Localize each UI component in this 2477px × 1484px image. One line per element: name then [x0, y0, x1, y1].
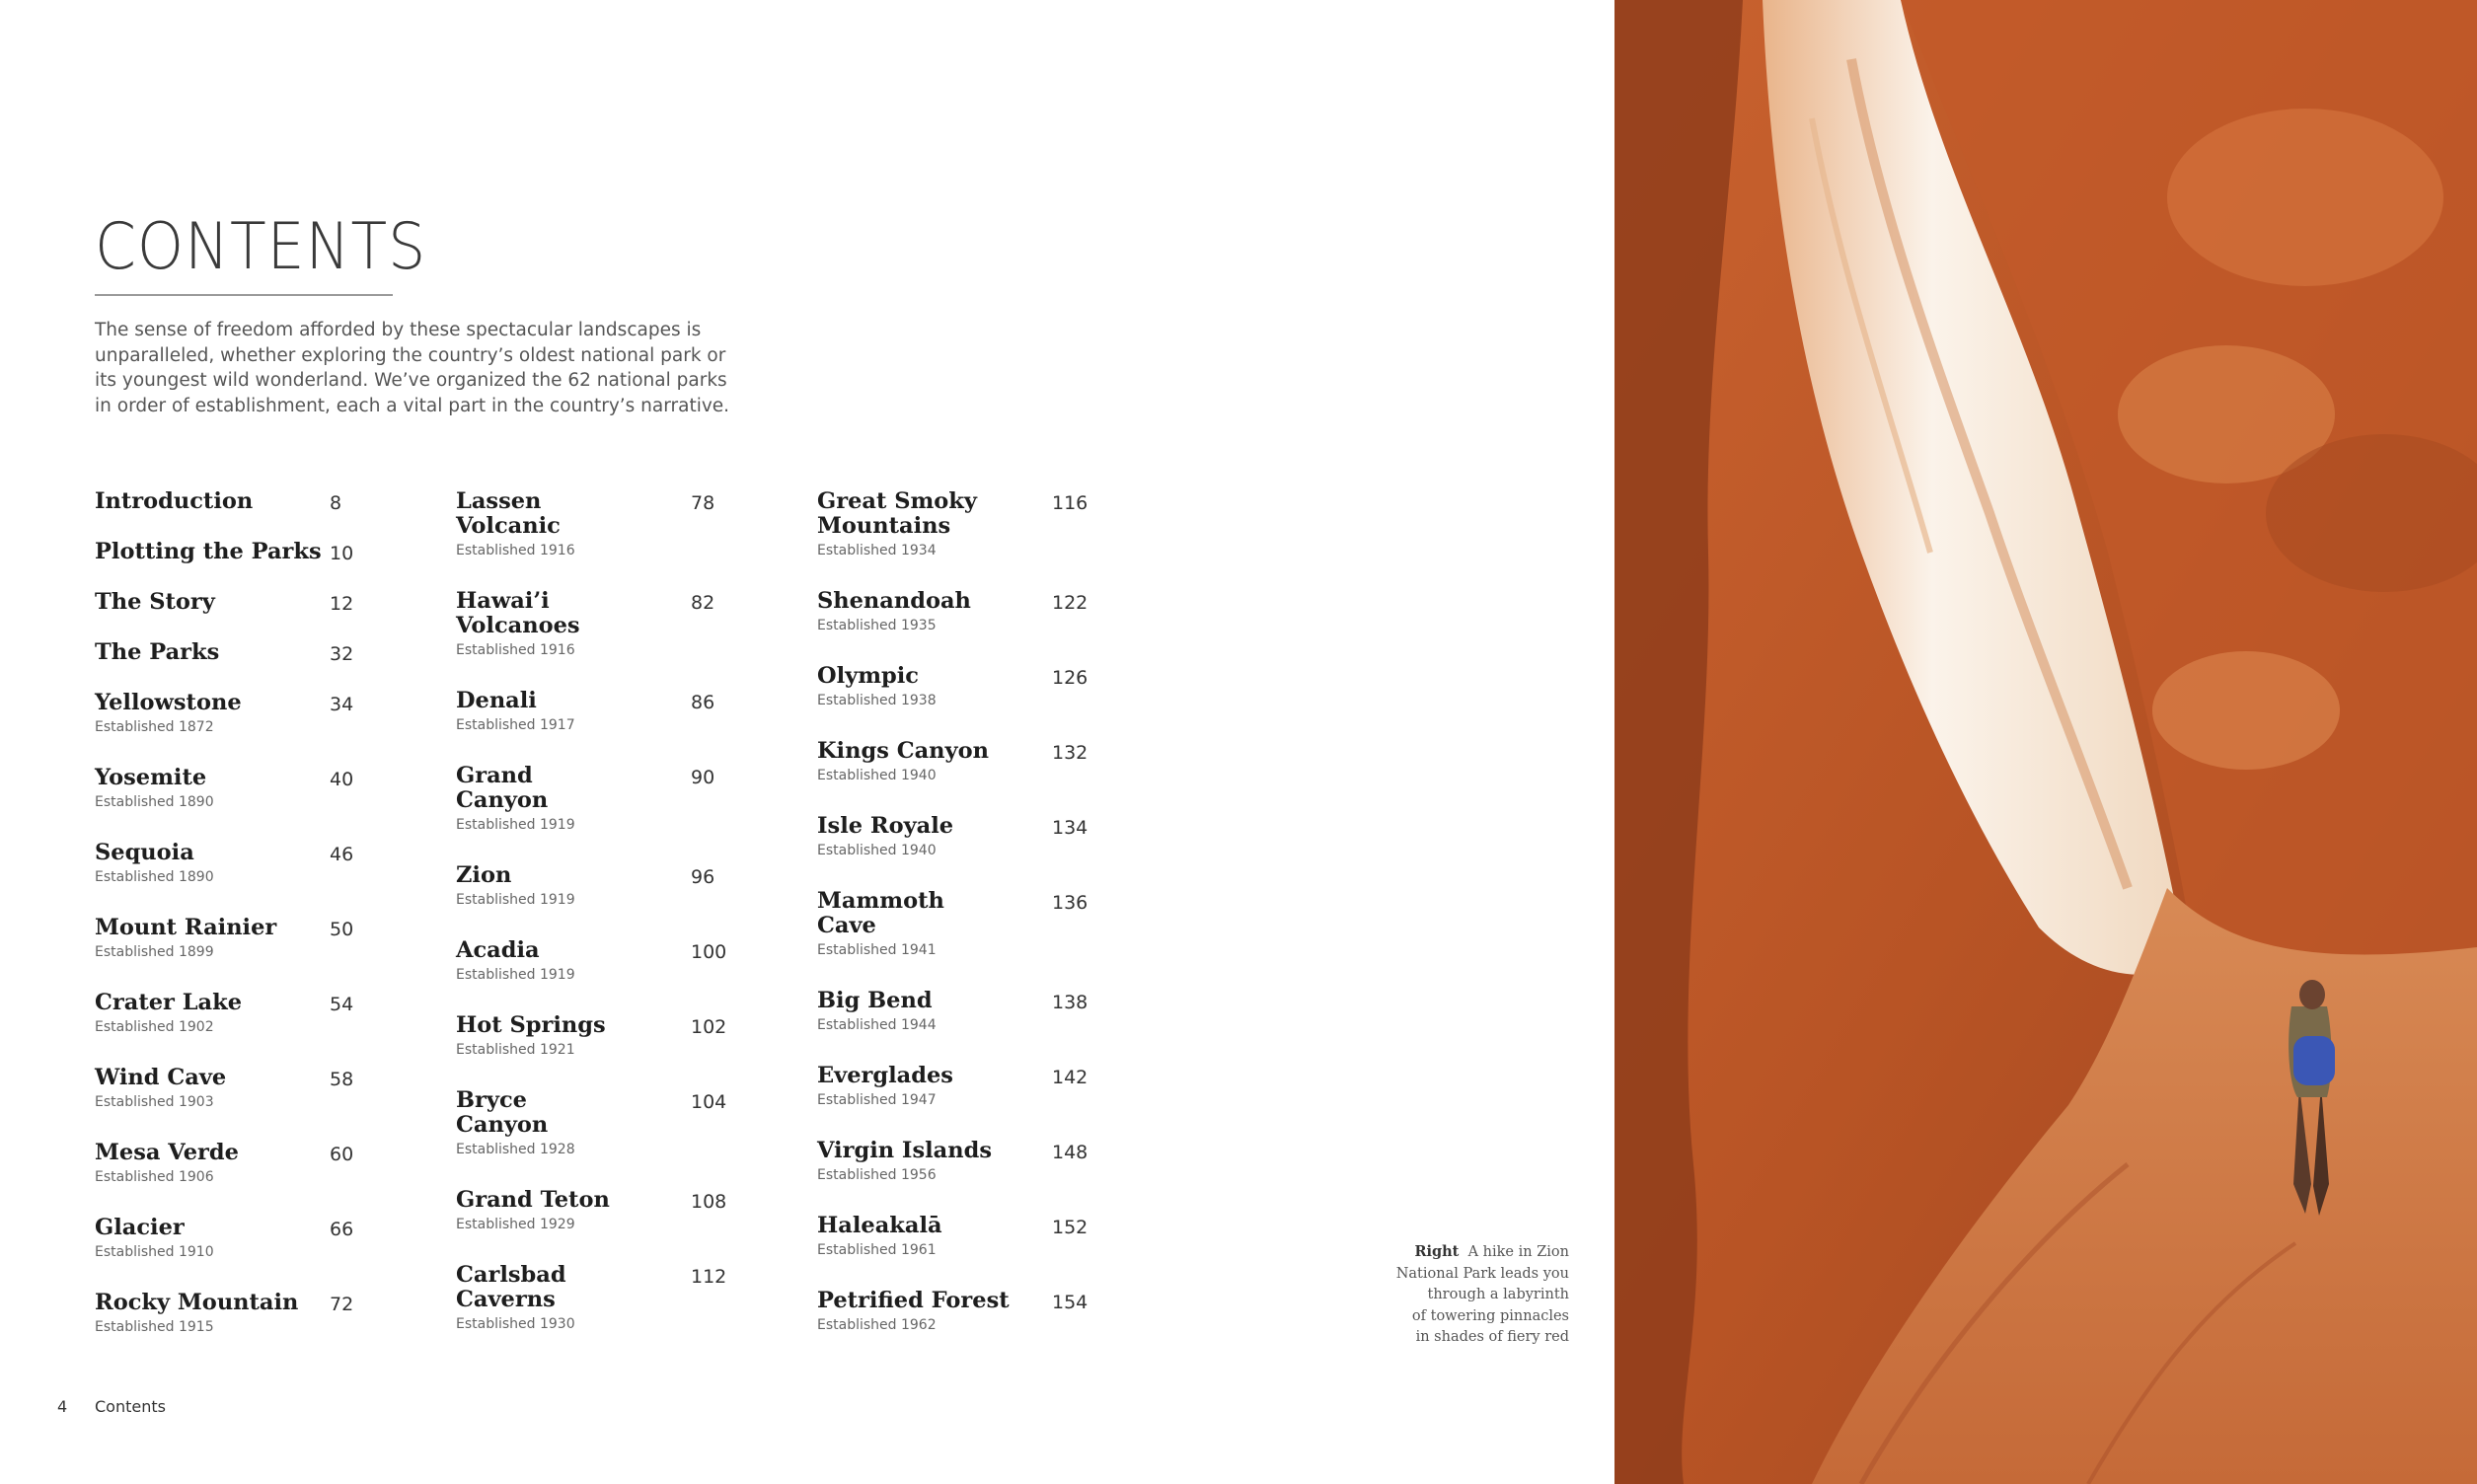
toc-entry-title — [456, 1188, 681, 1213]
toc-entry-established: Established 1906 — [95, 1169, 214, 1185]
toc-entry-title — [456, 1013, 681, 1038]
toc-entry-established: Established 1916 — [456, 543, 575, 558]
toc-entry-established: Established 1961 — [817, 1242, 937, 1258]
toc-entry-title-line: Big Bend — [817, 988, 933, 1013]
toc-entry-title-line: Carlsbad — [456, 1262, 566, 1288]
toc-entry[interactable] — [95, 590, 450, 615]
toc-entry-established: Established 1940 — [817, 843, 937, 858]
toc-entry-established: Established 1921 — [456, 1042, 575, 1058]
toc-entry[interactable] — [95, 691, 450, 741]
toc-entry-title-line: Hot Springs — [456, 1012, 606, 1038]
toc-entry-title-line: Cave — [817, 913, 876, 938]
toc-entry-page-number: 134 — [1052, 817, 1088, 839]
toc-entry-established: Established 1916 — [456, 642, 575, 658]
toc-entry-title — [95, 1291, 320, 1315]
intro-paragraph — [95, 318, 730, 418]
caption-line: in shades of fiery red — [1415, 1329, 1569, 1345]
toc-entry-page-number: 72 — [330, 1294, 354, 1315]
toc-entry-title-line: Yellowstone — [95, 690, 242, 715]
toc-entry[interactable] — [95, 841, 450, 891]
page-title: CONTENTS — [95, 209, 427, 285]
toc-entry-title — [456, 938, 681, 963]
toc-entry-title-line: Canyon — [456, 787, 549, 813]
caption-text: A hike in Zion — [1467, 1244, 1569, 1260]
toc-entry-established: Established 1938 — [817, 693, 937, 708]
toc-entry-established: Established 1930 — [456, 1316, 575, 1332]
toc-entry-title-line: Everglades — [817, 1063, 953, 1088]
toc-entry-page-number: 32 — [330, 643, 354, 665]
toc-entry-established: Established 1910 — [95, 1244, 214, 1260]
toc-entry-page-number: 104 — [691, 1091, 727, 1113]
intro-line: The sense of freedom afforded by these spectacular landscapes is — [95, 320, 702, 340]
toc-entry-established: Established 1941 — [817, 942, 937, 958]
toc-entry-title-line: Rocky Mountain — [95, 1290, 299, 1315]
toc-entry-title-line: Wind Cave — [95, 1065, 227, 1090]
toc-entry-established: Established 1934 — [817, 543, 937, 558]
toc-entry-title — [95, 640, 320, 665]
toc-entry-page-number: 78 — [691, 492, 715, 514]
toc-entry-title — [95, 691, 320, 715]
toc-entry-established: Established 1962 — [817, 1317, 937, 1333]
toc-entry[interactable] — [456, 863, 811, 914]
toc-entry-established: Established 1872 — [95, 719, 214, 735]
toc-entry-title — [456, 863, 681, 888]
toc-entry-title — [817, 664, 1042, 689]
toc-entry-page-number: 12 — [330, 593, 354, 615]
toc-entry-title — [817, 489, 1042, 539]
toc-entry-title-line: Lassen — [456, 488, 542, 514]
footer-section-label: Contents — [95, 1397, 166, 1416]
toc-entry-title-line: Bryce — [456, 1087, 527, 1113]
toc-column-2 — [456, 489, 811, 1363]
toc-entry[interactable] — [95, 766, 450, 816]
toc-entry-title — [456, 489, 681, 539]
toc-entry-title — [95, 766, 320, 790]
toc-entry-established: Established 1919 — [456, 892, 575, 908]
toc-entry-title-line: Hawai’i — [456, 588, 550, 614]
toc-entry-title — [817, 889, 1042, 938]
toc-entry-page-number: 154 — [1052, 1292, 1088, 1313]
toc-entry[interactable] — [95, 1066, 450, 1116]
toc-entry[interactable] — [456, 1188, 811, 1238]
rock-hollow — [2167, 109, 2443, 286]
toc-entry-page-number: 142 — [1052, 1067, 1088, 1088]
toc-entry-title — [95, 590, 320, 615]
canyon-illustration — [1614, 0, 2477, 1484]
toc-entry-title-line: Shenandoah — [817, 588, 971, 614]
toc-entry-title-line: The Parks — [95, 639, 220, 665]
toc-entry-title — [456, 1263, 681, 1312]
toc-entry-established: Established 1915 — [95, 1319, 214, 1335]
toc-entry-title — [95, 916, 320, 940]
toc-entry-page-number: 8 — [330, 492, 342, 514]
toc-entry[interactable] — [95, 540, 450, 564]
toc-entry[interactable] — [817, 1214, 1172, 1264]
hiker-head — [2299, 980, 2325, 1009]
toc-entry[interactable] — [456, 489, 811, 564]
toc-entry-title-line: Caverns — [456, 1287, 556, 1312]
toc-entry[interactable] — [817, 814, 1172, 864]
toc-entry-established: Established 1928 — [456, 1142, 575, 1157]
toc-entry[interactable] — [95, 1291, 450, 1341]
toc-entry[interactable] — [95, 1141, 450, 1191]
toc-entry-page-number: 60 — [330, 1144, 354, 1165]
toc-entry-title-line: Haleakalā — [817, 1213, 942, 1238]
toc-entry-page-number: 138 — [1052, 992, 1088, 1013]
toc-entry-title — [817, 989, 1042, 1013]
toc-entry-page-number: 54 — [330, 994, 354, 1015]
toc-column-3 — [817, 489, 1172, 1364]
toc-entry-title-line: Virgin Islands — [817, 1138, 993, 1163]
toc-entry-title-line: Glacier — [95, 1215, 185, 1240]
toc-entry[interactable] — [95, 916, 450, 966]
toc-entry-page-number: 136 — [1052, 892, 1088, 914]
toc-entry[interactable] — [95, 1216, 450, 1266]
toc-entry-title — [817, 1064, 1042, 1088]
toc-entry[interactable] — [95, 991, 450, 1041]
intro-line: in order of establishment, each a vital part in the country’s narrative. — [95, 395, 730, 416]
toc-entry-title — [456, 589, 681, 638]
toc-entry-title-line: Acadia — [456, 937, 540, 963]
toc-entry-title — [817, 1289, 1042, 1313]
toc-entry-title-line: Crater Lake — [95, 990, 243, 1015]
toc-entry-title — [817, 739, 1042, 764]
toc-entry-page-number: 58 — [330, 1069, 354, 1090]
caption-lead: Right — [1414, 1243, 1460, 1260]
toc-entry-page-number: 112 — [691, 1266, 727, 1288]
toc-entry-title-line: Great Smoky — [817, 488, 977, 514]
toc-entry-title-line: Petrified Forest — [817, 1288, 1010, 1313]
toc-entry-established: Established 1899 — [95, 944, 214, 960]
caption-line: through a labyrinth — [1427, 1287, 1569, 1302]
toc-entry-established: Established 1944 — [817, 1017, 937, 1033]
toc-column-1 — [95, 489, 450, 1366]
photo-caption — [1362, 1241, 1569, 1349]
toc-entry-title-line: Mountains — [817, 513, 951, 539]
toc-entry-established: Established 1919 — [456, 967, 575, 983]
toc-entry-page-number: 10 — [330, 543, 354, 564]
toc-entry-title-line: Kings Canyon — [817, 738, 989, 764]
toc-entry-title — [95, 841, 320, 865]
toc-entry-title — [456, 689, 681, 713]
toc-entry-title-line: Mesa Verde — [95, 1140, 239, 1165]
toc-entry-title-line: Mount Rainier — [95, 915, 277, 940]
toc-entry-established: Established 1947 — [817, 1092, 937, 1108]
toc-entry[interactable] — [817, 589, 1172, 639]
toc-entry-page-number: 152 — [1052, 1217, 1088, 1238]
toc-entry-title — [817, 814, 1042, 839]
footer-page-number: 4 — [57, 1397, 68, 1416]
toc-entry-title-line: Denali — [456, 688, 537, 713]
toc-entry-title-line: Plotting the Parks — [95, 539, 322, 564]
toc-entry-title — [95, 1141, 320, 1165]
canyon-photo — [1614, 0, 2477, 1484]
toc-entry[interactable] — [817, 1289, 1172, 1339]
toc-entry[interactable] — [456, 589, 811, 664]
toc-entry-established: Established 1935 — [817, 618, 937, 633]
toc-entry[interactable] — [817, 1064, 1172, 1114]
toc-entry-page-number: 46 — [330, 844, 354, 865]
toc-entry[interactable] — [456, 689, 811, 739]
toc-entry[interactable] — [817, 664, 1172, 714]
toc-entry-page-number: 148 — [1052, 1142, 1088, 1163]
toc-entry[interactable] — [456, 938, 811, 989]
toc-entry-established: Established 1902 — [95, 1019, 214, 1035]
toc-entry-established: Established 1890 — [95, 794, 214, 810]
toc-entry-title-line: Mammoth — [817, 888, 944, 914]
toc-entry-established: Established 1890 — [95, 869, 214, 885]
toc-entry-title-line: Grand — [456, 763, 533, 788]
backpack — [2293, 1036, 2335, 1085]
toc-entry-title-line: Isle Royale — [817, 813, 954, 839]
toc-entry-page-number: 96 — [691, 866, 715, 888]
toc-entry-title-line: The Story — [95, 589, 215, 615]
toc-entry-page-number: 122 — [1052, 592, 1088, 614]
toc-entry-page-number: 108 — [691, 1191, 727, 1213]
toc-entry-established: Established 1956 — [817, 1167, 937, 1183]
toc-entry-page-number: 116 — [1052, 492, 1088, 514]
toc-entry-page-number: 90 — [691, 767, 715, 788]
toc-entry-title — [456, 764, 681, 813]
toc-entry-title-line: Olympic — [817, 663, 920, 689]
toc-entry[interactable] — [456, 1088, 811, 1163]
toc-entry-title — [95, 489, 320, 514]
toc-entry-title — [95, 991, 320, 1015]
caption-line: of towering pinnacles — [1411, 1307, 1569, 1324]
toc-entry-page-number: 82 — [691, 592, 715, 614]
toc-entry-title-line: Volcanic — [456, 513, 561, 539]
toc-entry-title — [95, 1066, 320, 1090]
toc-entry-title-line: Yosemite — [95, 765, 207, 790]
toc-entry-title-line: Introduction — [95, 488, 254, 514]
toc-entry-title — [817, 1139, 1042, 1163]
toc-entry[interactable] — [817, 739, 1172, 789]
toc-entry-page-number: 102 — [691, 1016, 727, 1038]
intro-line: unparalleled, whether exploring the country’s oldest national park or — [95, 344, 726, 366]
toc-entry[interactable] — [456, 1013, 811, 1064]
toc-entry-title-line: Canyon — [456, 1112, 549, 1138]
toc-entry[interactable] — [817, 889, 1172, 964]
toc-entry-title — [456, 1088, 681, 1138]
toc-entry-page-number: 34 — [330, 694, 354, 715]
rock-hollow — [2152, 651, 2340, 770]
toc-entry-established: Established 1903 — [95, 1094, 214, 1110]
toc-entry-title-line: Grand Teton — [456, 1187, 610, 1213]
toc-entry-title — [817, 589, 1042, 614]
caption-line — [1362, 1241, 1569, 1264]
toc-entry[interactable] — [456, 764, 811, 839]
toc-entry-title-line: Zion — [456, 862, 512, 888]
toc-entry-page-number: 40 — [330, 769, 354, 790]
toc-entry-title — [95, 1216, 320, 1240]
toc-entry-established: Established 1919 — [456, 817, 575, 833]
toc-entry-page-number: 50 — [330, 919, 354, 940]
toc-entry-title-line: Sequoia — [95, 840, 194, 865]
toc-entry[interactable] — [817, 989, 1172, 1039]
toc-entry-page-number: 126 — [1052, 667, 1088, 689]
toc-entry-title — [95, 540, 320, 564]
toc-entry-established: Established 1929 — [456, 1217, 575, 1232]
title-rule — [95, 294, 393, 296]
caption-line: National Park leads you — [1395, 1265, 1569, 1282]
toc-entry[interactable] — [95, 640, 450, 665]
toc-entry-page-number: 132 — [1052, 742, 1088, 764]
toc-entry-page-number: 100 — [691, 941, 727, 963]
toc-entry-established: Established 1917 — [456, 717, 575, 733]
toc-entry[interactable] — [817, 1139, 1172, 1189]
toc-entry-page-number: 66 — [330, 1219, 354, 1240]
toc-entry-title-line: Volcanoes — [456, 613, 580, 638]
toc-entry-page-number: 86 — [691, 692, 715, 713]
toc-entry-established: Established 1940 — [817, 768, 937, 783]
intro-line: its youngest wild wonderland. We’ve organized the 62 national parks — [95, 370, 727, 391]
toc-entry-title — [817, 1214, 1042, 1238]
toc-entry[interactable] — [95, 489, 450, 514]
toc-entry[interactable] — [456, 1263, 811, 1338]
toc-entry[interactable] — [817, 489, 1172, 564]
